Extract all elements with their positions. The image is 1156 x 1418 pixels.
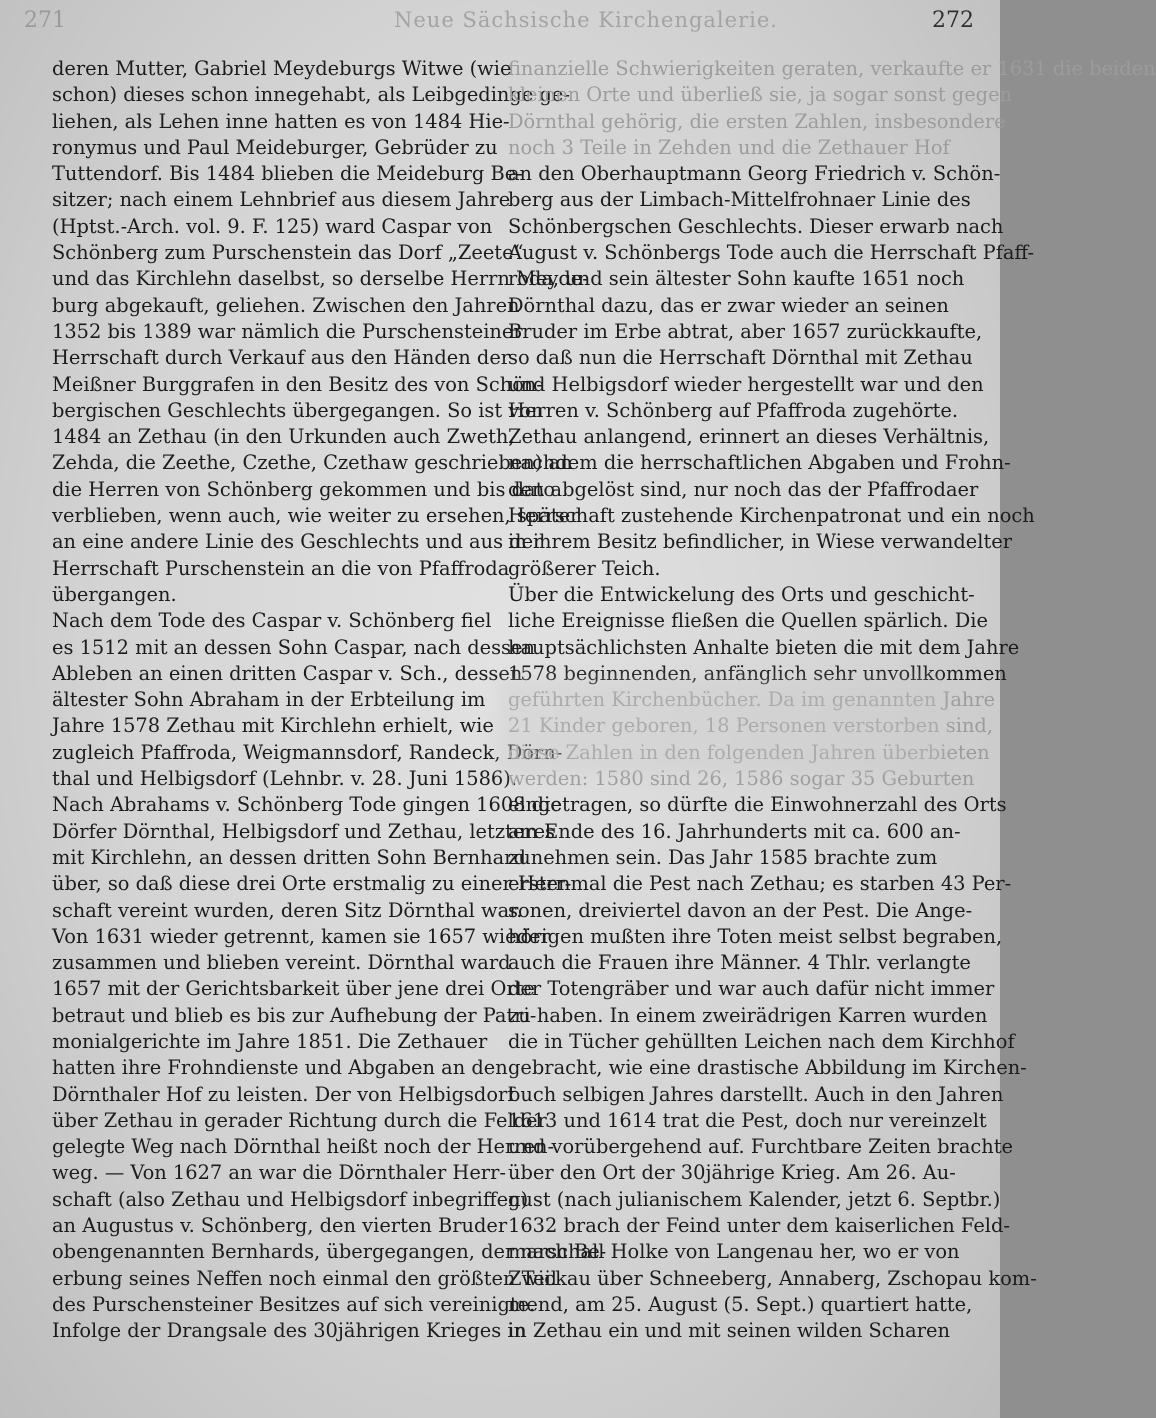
- text-line: zugleich Pfaffroda, Weigmannsdorf, Randeck, Dörn-: [52, 740, 563, 764]
- text-line: ältester Sohn Abraham in der Erbteilung im: [52, 688, 486, 712]
- text-line: deren Mutter, Gabriel Meydeburgs Witwe (wie: [52, 57, 512, 80]
- text-line: Herrschaft zustehende Kirchenpatronat und ein noch: [508, 504, 1035, 528]
- text-line: Dörnthal dazu, das er zwar wieder an seinen: [508, 293, 949, 317]
- text-line: hauptsächlichsten Anhalte bieten die mit dem Jahre: [508, 635, 1020, 659]
- text-line: Meißner Burggrafen in den Besitz des von Schön-: [52, 372, 543, 396]
- text-line: geführten Kirchenbücher. Da im genannten Jahre: [508, 688, 996, 712]
- text-line: gust (nach julianischem Kalender, jetzt 6. Septbr.): [508, 1187, 1001, 1211]
- text-line: (Hptst.-Arch. vol. 9. F. 125) ward Caspar von: [52, 214, 493, 238]
- text-line: des Purschensteiner Besitzes auf sich vereinigte.: [52, 1292, 536, 1316]
- text-line: 1613 und 1614 trat die Pest, doch nur vereinzelt: [508, 1108, 987, 1132]
- text-line: Dörfer Dörnthal, Helbigsdorf und Zethau, letzteres: [52, 819, 555, 843]
- text-line: Nach dem Tode des Caspar v. Schönberg fiel: [52, 609, 492, 633]
- text-line: Bruder im Erbe abtrat, aber 1657 zurückkaufte,: [508, 319, 983, 343]
- text-line: schaft (also Zethau und Helbigsdorf inbegriffen): [52, 1187, 529, 1211]
- text-line: übergangen.: [52, 582, 177, 606]
- text-line: Dörnthal gehörig, die ersten Zahlen, insbesondere: [508, 109, 1006, 133]
- text-line: werden: 1580 sind 26, 1586 sogar 35 Geburten: [508, 767, 975, 791]
- text-line: Nach Abrahams v. Schönberg Tode gingen 1608 die: [52, 793, 562, 817]
- text-line: Dörnthaler Hof zu leisten. Der von Helbigsdorf: [52, 1082, 515, 1106]
- text-line: gebracht, wie eine drastische Abbildung im Kirchen-: [508, 1056, 1027, 1080]
- text-line: berg aus der Limbach-Mittelfrohnaer Linie des: [508, 188, 971, 212]
- text-line: 1352 bis 1389 war nämlich die Purschensteiner: [52, 319, 523, 343]
- text-line: erstenmal die Pest nach Zethau; es starben 43 Per-: [508, 872, 1012, 896]
- text-line: mend, am 25. August (5. Sept.) quartiert hatte,: [508, 1292, 973, 1316]
- text-line: mit Kirchlehn, an dessen dritten Sohn Bernhard: [52, 845, 526, 869]
- text-line: der Totengräber und war auch dafür nicht immer: [508, 977, 995, 1001]
- text-line: an eine andere Linie des Geschlechts und aus der: [52, 530, 543, 554]
- text-line: Von 1631 wieder getrennt, kamen sie 1657 wieder: [52, 924, 550, 948]
- text-line: Über die Entwickelung des Orts und geschicht-: [508, 582, 975, 606]
- text-line: Schönbergschen Geschlechts. Dieser erwarb nach: [508, 214, 1004, 238]
- text-line: marschall Holke von Langenau her, wo er von: [508, 1240, 960, 1264]
- text-line: hörigen mußten ihre Toten meist selbst begraben,: [508, 924, 1003, 948]
- text-line: zu haben. In einem zweirädrigen Karren wurden: [508, 1003, 988, 1027]
- text-line: 1657 mit der Gerichtsbarkeit über jene drei Orte: [52, 977, 535, 1001]
- text-line: eingetragen, so dürfte die Einwohnerzahl des Orts: [508, 793, 1007, 817]
- text-line: es 1512 mit an dessen Sohn Caspar, nach dessen: [52, 635, 535, 659]
- text-line: Herrschaft Purschenstein an die von Pfaffroda: [52, 556, 510, 580]
- text-line: in Zethau ein und mit seinen wilden Scharen: [508, 1319, 950, 1343]
- text-line: thal und Helbigsdorf (Lehnbr. v. 28. Juni 1586).: [52, 767, 517, 791]
- text-line: finanzielle Schwierigkeiten geraten, verkaufte er 1631 die beiden: [508, 57, 1156, 80]
- text-line: Herrschaft durch Verkauf aus den Händen der: [52, 346, 511, 370]
- text-line: schon) dieses schon innegehabt, als Leibgedinge ge-: [52, 83, 570, 107]
- text-line: zusammen und blieben vereint. Dörnthal ward: [52, 951, 511, 975]
- text-line: 1484 an Zethau (in den Urkunden auch Zweth,: [52, 425, 515, 449]
- text-line: Zehda, die Zeethe, Czethe, Czethaw geschrieben) an: [52, 451, 573, 475]
- text-line: liche Ereignisse fließen die Quellen spärlich. Die: [508, 609, 988, 633]
- text-line: nachdem die herrschaftlichen Abgaben und Frohn-: [508, 451, 1011, 475]
- text-line: über, so daß diese drei Orte erstmalig zu einer Herr-: [52, 872, 572, 896]
- text-line: 21 Kinder geboren, 18 Personen verstorben sind,: [508, 714, 994, 738]
- text-line: liehen, als Lehen inne hatten es von 1484 Hie-: [52, 109, 510, 133]
- text-line: am Ende des 16. Jahrhunderts mit ca. 600 an-: [508, 819, 961, 843]
- text-line: in ihrem Besitz befindlicher, in Wiese verwandelter: [508, 530, 1012, 554]
- text-line: gelegte Weg nach Dörnthal heißt noch der Herren-: [52, 1135, 555, 1159]
- text-line: sitzer; nach einem Lehnbrief aus diesem Jahre: [52, 188, 511, 212]
- text-line: weg. — Von 1627 an war die Dörnthaler Herr-: [52, 1161, 506, 1185]
- page-header: [24, 8, 974, 38]
- text-line: Jahre 1578 Zethau mit Kirchlehn erhielt, wie: [52, 714, 494, 738]
- text-line: bergischen Geschlechts übergegangen. So ist von: [52, 398, 544, 422]
- blurred-region: [500, 678, 996, 774]
- text-line: kleinen Orte und überließ sie, ja sogar sonst gegen: [508, 83, 1013, 107]
- text-line: auch die Frauen ihre Männer. 4 Thlr. verlangte: [508, 951, 971, 975]
- text-line: über den Ort der 30jährige Krieg. Am 26. Au-: [508, 1161, 956, 1185]
- text-line: verblieben, wenn auch, wie weiter zu ersehen, später: [52, 504, 580, 528]
- text-line: zunehmen sein. Das Jahr 1585 brachte zum: [508, 845, 938, 869]
- text-line: an den Oberhauptmann Georg Friedrich v. Schön-: [508, 162, 1001, 186]
- text-line: noch 3 Teile in Zehden und die Zethauer Hof: [508, 135, 950, 159]
- text-line: Schönberg zum Purschenstein das Dorf „Zeete“: [52, 241, 524, 265]
- text-line: über Zethau in gerader Richtung durch die Felder: [52, 1108, 547, 1132]
- text-line: so daß nun die Herrschaft Dörnthal mit Zethau: [508, 346, 973, 370]
- text-line: Herren v. Schönberg auf Pfaffroda zugehörte.: [508, 398, 959, 422]
- running-title: Neue Sächsische Kirchengalerie.: [394, 8, 778, 32]
- text-line: Ableben an einen dritten Caspar v. Sch., dessen: [52, 661, 523, 685]
- text-line: obengenannten Bernhards, übergegangen, der nach Be-: [52, 1240, 607, 1264]
- text-line: Zethau anlangend, erinnert an dieses Verhältnis,: [508, 425, 990, 449]
- text-line: und das Kirchlehn daselbst, so derselbe Herrn Meyde-: [52, 267, 589, 291]
- text-line: Infolge der Drangsale des 30jährigen Krieges in: [52, 1319, 527, 1343]
- text-line: den abgelöst sind, nur noch das der Pfaffrodaer: [508, 477, 979, 501]
- text-line: buch selbigen Jahres darstellt. Auch in den Jahren: [508, 1082, 1004, 1106]
- text-line: die in Tücher gehüllten Leichen nach dem Kirchhof: [508, 1029, 1015, 1053]
- text-line: diese Zahlen in den folgenden Jahren überbieten: [508, 740, 990, 764]
- text-line: und Helbigsdorf wieder hergestellt war und den: [508, 372, 984, 396]
- text-line: und vorübergehend auf. Furchtbare Zeiten brachte: [508, 1135, 1014, 1159]
- text-line: schaft vereint wurden, deren Sitz Dörnthal war.: [52, 898, 523, 922]
- text-line: betraut und blieb es bis zur Aufhebung der Patri-: [52, 1003, 537, 1027]
- text-line: sonen, dreiviertel davon an der Pest. Die Ange-: [508, 898, 973, 922]
- text-line: Zwickau über Schneeberg, Annaberg, Zschopau kom-: [508, 1266, 1037, 1290]
- text-line: monialgerichte im Jahre 1851. Die Zethauer: [52, 1029, 488, 1053]
- text-line: burg abgekauft, geliehen. Zwischen den Jahren: [52, 293, 520, 317]
- text-line: ronymus und Paul Meideburger, Gebrüder zu: [52, 135, 498, 159]
- text-line: 1632 brach der Feind unter dem kaiserlichen Feld-: [508, 1214, 1010, 1238]
- text-line: erbung seines Neffen noch einmal den größten Teil: [52, 1266, 557, 1290]
- text-line: größerer Teich.: [508, 556, 661, 580]
- text-line: Tuttendorf. Bis 1484 blieben die Meideburg Be-: [52, 162, 523, 186]
- text-line: hatten ihre Frohndienste und Abgaben an den: [52, 1056, 508, 1080]
- page-number-right: 272: [932, 8, 974, 33]
- text-line: die Herren von Schönberg gekommen und bis dato: [52, 477, 556, 501]
- text-line: 1578 beginnenden, anfänglich sehr unvollkommen: [508, 661, 1007, 685]
- page-number-left: 271: [24, 8, 66, 33]
- text-line: August v. Schönbergs Tode auch die Herrschaft Pfaff-: [508, 241, 1035, 265]
- text-line: an Augustus v. Schönberg, den vierten Bruder: [52, 1214, 508, 1238]
- text-line: roda, und sein ältester Sohn kaufte 1651 noch: [508, 267, 965, 291]
